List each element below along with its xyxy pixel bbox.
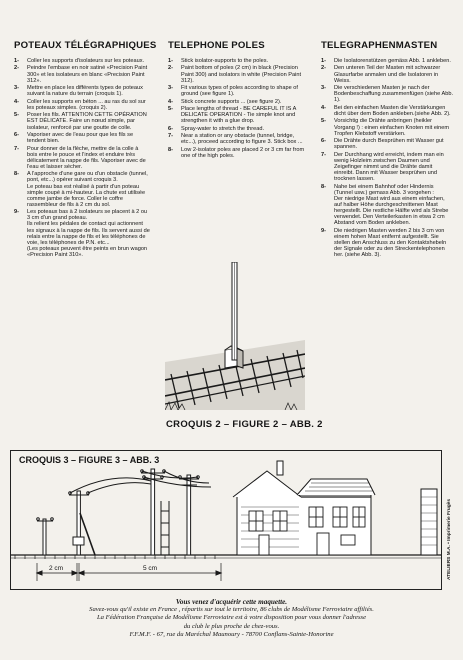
instruction-item xyxy=(168,99,306,105)
instruction-number: 3- xyxy=(321,85,326,92)
instruction-item xyxy=(321,58,453,64)
instruction-item xyxy=(14,171,150,208)
instruction-text: Stick isolator-supports to the poles. xyxy=(181,58,269,64)
instruction-number: 4- xyxy=(168,98,173,105)
instruction-number: 9- xyxy=(14,209,19,216)
instruction-text: Place lengths of thread - BE CAREFUL IT IS A DELICATE OPERATION - Tie simple knot and strengthen it with a glue drop. xyxy=(181,106,297,125)
instruction-item xyxy=(14,99,150,111)
instruction-item xyxy=(14,65,150,83)
instruction-text: Die niedrigen Masten werden 2 bis 3 cm von einem hohen Mast entfernt aufgestellt. Sie stellen den Anschluss zu den Kontaktshebeln der Signale oder zu den Streckentelephonen her. (siehe Abb. 3). xyxy=(334,227,447,258)
instruction-text: Die Isolatorenstützen gemäss Abb. 1 ankleben. xyxy=(334,58,451,64)
instruction-number: 1- xyxy=(14,58,19,64)
instruction-number: 5- xyxy=(168,106,173,113)
instruction-item xyxy=(14,58,150,64)
instruction-item xyxy=(321,85,453,103)
footer-lead: Vous venez d'acquérir cette maquette. xyxy=(175,598,288,606)
instruction-item xyxy=(321,118,453,136)
instruction-number: 3- xyxy=(14,85,19,92)
instruction-item xyxy=(168,147,306,159)
instruction-number: 2- xyxy=(321,65,326,72)
instruction-text: Les poteaux bas à 2 isolateurs se placent à 2 ou 3 cm d'un grand poteau. Ils relient les pédales de contact qui actionnent les signaux à la nappe de fils. Ils servent aussi de relais entre la nappe de fils et les téléphones de voie, les téléphones de P.N. etc... (Les poteaux peuvent être peints en brun wagon «Precision Paint 310». xyxy=(27,209,150,258)
instruction-item xyxy=(321,152,453,182)
instruction-text: Nahe bei einem Bahnhof oder Hindernis (Tunnel usw.) gemass Abb. 3 vorgehen : Der niedrige Mast wird aus einem einfachen, auf halber Höhe durchgeschnittenen Mast hergestellt. Die restliche Hälfte wird als Strebe verwendet. Den Verteilerkasten in etwa 2 cm Abstand vom Boden ankleben. xyxy=(334,183,449,227)
instruction-number: 4- xyxy=(321,104,326,111)
figure-3-illustration xyxy=(11,451,441,589)
instruction-item xyxy=(14,112,150,130)
footer-notice xyxy=(0,598,463,639)
instruction-item xyxy=(14,146,150,170)
instruction-text: Die verschiedenen Masten je nach der Bodenbeschaffung zusammenfügen (siehe Abb. 1). xyxy=(334,85,454,104)
figure-3-frame xyxy=(10,450,442,590)
instruction-text: Mettre en place les différents types de poteaux suivant la nature du terrain (croquis 1). xyxy=(27,85,143,98)
instruction-number: 1- xyxy=(168,58,173,64)
instruction-item xyxy=(168,133,306,145)
instruction-text: Stick concrete supports ... (see figure 2). xyxy=(181,98,282,105)
instruction-text: Fit various types of poles according to shape of ground (see figure 1). xyxy=(181,85,298,98)
instruction-item xyxy=(14,209,150,258)
instruction-number: 6- xyxy=(168,125,173,132)
instruction-item xyxy=(168,126,306,132)
instruction-number: 8- xyxy=(321,183,326,190)
instructions-english xyxy=(168,40,306,161)
column-title-english: TELEPHONE POLES xyxy=(168,40,265,51)
instruction-text: Den unteren Teil der Masten mit schwarzer Glasurfarbe anmalen und die Isolatoren in Weiss. xyxy=(334,65,441,84)
instruction-list-english xyxy=(168,58,306,159)
instruction-item xyxy=(14,132,150,144)
instruction-item xyxy=(321,184,453,227)
instruction-text: Pour donner de la flèche, mettre de la colle à bois entre le pouce et l'index et enduire très délicatement la nappe de fils. Vaporiser avec de l'eau et laisser sécher. xyxy=(27,145,146,170)
instruction-item xyxy=(321,105,453,117)
instruction-text: Vaporiser avec de l'eau pour que les fils se tendent bien. xyxy=(27,131,134,145)
instruction-item xyxy=(321,228,453,258)
figure-2-illustration xyxy=(165,262,305,410)
instruction-text: Bei den einfachen Masten die Verstärkungen dicht über dem Boden ankleben.(siehe Abb. 2). xyxy=(334,104,451,117)
instruction-number: 6- xyxy=(14,131,19,138)
instruction-text: Paint bottom of poles (2 cm) in black (Precision Paint 300) and isolators in white (Precision Paint 312). xyxy=(181,65,302,84)
instruction-number: 2- xyxy=(168,65,173,72)
instruction-item xyxy=(14,85,150,97)
instruction-text: Low 2-isolator poles are placed 2 or 3 cm far from one of the high poles. xyxy=(181,146,305,160)
instructions-german xyxy=(321,40,453,259)
figure-2-caption: CROQUIS 2 – FIGURE 2 – ABB. 2 xyxy=(166,419,323,430)
dimension-label-2cm: 2 cm xyxy=(49,565,64,572)
instruction-number: 8- xyxy=(168,146,173,153)
instruction-text: Peindre l'embase en noir satiné «Precision Paint 300» et les isolateurs en blanc «Precision Paint 312». xyxy=(27,65,148,84)
footer-line-1: Savez-vous qu'il existe en France , répartis sur tout le territoire, 86 clubs de Modélisme Ferroviaire affiliés. xyxy=(89,606,374,614)
instruction-number: 5- xyxy=(14,112,19,119)
instruction-list-french xyxy=(14,58,150,258)
instruction-number: 8- xyxy=(14,171,19,178)
instruction-number: 3- xyxy=(168,85,173,92)
instruction-number: 1- xyxy=(321,58,326,64)
instruction-number: 7- xyxy=(321,151,326,158)
instruction-number: 6- xyxy=(321,138,326,145)
instruction-text: Vorsichtig die Drähte anbringen (heikler Vorgang !) : einen einfachen Knoten mit einem Tropfen Klebstoff verstärken. xyxy=(334,118,450,137)
footer-line-3: du club le plus proche de chez-vous. xyxy=(183,622,280,630)
column-title-french: POTEAUX TÉLÉGRAPHIQUES xyxy=(14,40,157,51)
instruction-text: Poser les fils. ATTENTION CETTE OPÉRATION EST DÉLICATE. Faire un nœud simple, par isolateur, renforcé par une goutte de colle. xyxy=(27,112,147,131)
footer-address: F.F.M.F. - 67, rue du Maréchal Maunoury - 78700 Conflans-Sainte-Honorine xyxy=(129,630,334,638)
instruction-item xyxy=(168,106,306,124)
instruction-number: 7- xyxy=(14,145,19,152)
instruction-number: 2- xyxy=(14,65,19,72)
instruction-text: Near a station or any obstacle (tunnel, bridge, etc...), proceed according to figure 3. Stick box ... xyxy=(181,133,303,146)
figure-3-title: CROQUIS 3 – FIGURE 3 – ABB. 3 xyxy=(19,455,160,465)
instruction-item xyxy=(168,65,306,83)
instruction-list-german xyxy=(321,58,453,258)
instruction-number: 7- xyxy=(168,133,173,140)
instruction-number: 9- xyxy=(321,227,326,234)
printer-credit: ATELIERS M.A. • Imprimerie Frugès xyxy=(447,498,452,580)
instruction-number: 4- xyxy=(14,98,19,105)
instruction-item xyxy=(321,65,453,83)
instruction-text: A l'approche d'une gare ou d'un obstacle (tunnel, pont, etc...) opérer suivant croquis 3. Le poteau bas est réalisé à partir d'un poteau simple coupé à mi-hauteur. La chute est utilisée comme jambe de force. Coller le coffre rassembleur de fils à 2 cm du sol. xyxy=(27,171,148,208)
instructions-french xyxy=(14,40,157,259)
instruction-item xyxy=(168,58,306,64)
instruction-text: Der Durchhang wird erreicht, indem man ein wenig Holzleim zwischen Daumen und Zeigefinger nimmt und die Drähte damit einreibt. Dann mit Wasser besprühen und trocknen lassen. xyxy=(334,151,444,183)
dimension-label-5cm: 5 cm xyxy=(143,565,158,572)
column-title-german: TELEGRAPHENMASTEN xyxy=(321,40,438,51)
instruction-number: 5- xyxy=(321,118,326,125)
footer-line-2: La Fédération Française de Modélisme Ferroviaire est à votre disposition pour vous donner l'adresse xyxy=(96,614,367,622)
instruction-text: Coller les supports d'isolateurs sur les poteaux. xyxy=(27,58,145,64)
instruction-item xyxy=(168,85,306,97)
instruction-item xyxy=(321,138,453,150)
instruction-text: Spray-water to stretch the thread. xyxy=(181,125,265,132)
instruction-text: Coller les supports en béton ... au ras du sol sur les poteaux simples. (croquis 2). xyxy=(27,98,146,111)
instruction-text: Die Drähte durch Besprühen mit Wasser gut spannen. xyxy=(334,138,444,151)
